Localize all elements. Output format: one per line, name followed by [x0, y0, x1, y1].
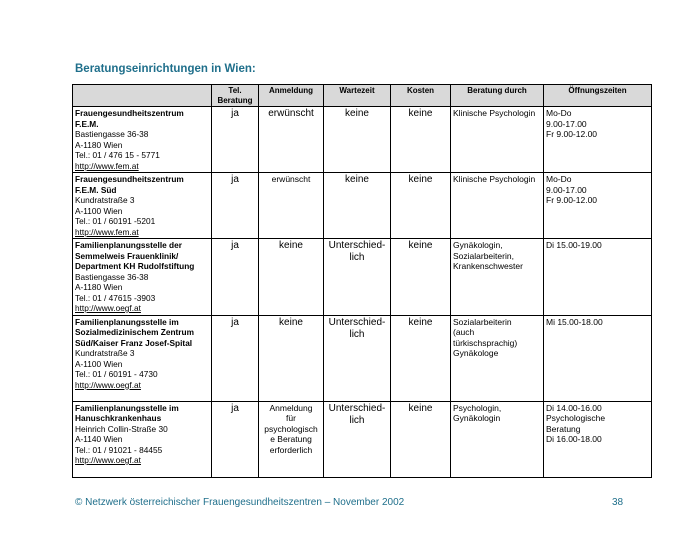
address-line: Bastiengasse 36-38 — [75, 271, 149, 282]
oeffnung-cell: Mo-Do 9.00-17.00 Fr 9.00-12.00 — [544, 107, 652, 173]
institution-name-line: F.E.M. — [75, 118, 99, 129]
beratung-cell: Gynäkologin, Sozialarbeiterin, Krankenschwester — [451, 239, 544, 316]
address-line: A-1180 Wien — [75, 139, 123, 150]
institution-name-line: Frauengesundheitszentrum — [75, 108, 184, 118]
address-line: A-1140 Wien — [75, 434, 123, 444]
header-cell-wartezeit: Wartezeit — [324, 85, 391, 107]
kosten-cell: keine — [391, 401, 451, 477]
institution-cell — [73, 107, 212, 173]
address-line: Heinrich Collin-Straße 30 — [75, 423, 168, 434]
wartezeit-cell: keine — [324, 173, 391, 239]
tel-cell: ja — [212, 401, 259, 477]
tel-cell: ja — [212, 173, 259, 239]
anmeldung-cell: Anmeldung für psychologisch e Beratung erforderlich — [259, 401, 324, 477]
kosten-cell: keine — [391, 315, 451, 401]
address-line: Kundratstraße 3 — [75, 195, 135, 205]
beratung-cell: Klinische Psychologin — [451, 173, 544, 239]
address-line: Kundratstraße 3 — [75, 348, 135, 358]
header-cell-kosten: Kosten — [391, 85, 451, 107]
table-row — [73, 401, 652, 477]
website-link[interactable]: http://www.fem.at — [75, 226, 139, 237]
institution-name-line: Hanuschkrankenhaus — [75, 413, 162, 423]
institution-name-line: Department KH Rudolfstiftung — [75, 261, 195, 271]
oeffnung-cell: Mi 15.00-18.00 — [544, 315, 652, 401]
institution-name-line: Frauengesundheitszentrum — [75, 174, 184, 184]
oeffnung-cell: Mo-Do 9.00-17.00 Fr 9.00-12.00 — [544, 173, 652, 239]
website-link[interactable]: http://www.oegf.at — [75, 379, 141, 390]
header-cell-beratung: Beratung durch — [451, 85, 544, 107]
institution-name-line: Semmelweis Frauenklinik/ — [75, 250, 179, 261]
anmeldung-cell: keine — [259, 315, 324, 401]
institution-cell — [73, 239, 212, 316]
website-link[interactable]: http://www.oegf.at — [75, 455, 141, 465]
tel-cell: ja — [212, 107, 259, 173]
institution-name-line: Familienplanungsstelle im — [75, 316, 179, 327]
institution-cell — [73, 173, 212, 239]
beratung-cell: Sozialarbeiterin (auch türkischsprachig) Gynäkologe — [451, 315, 544, 401]
header-cell-tel: Tel. Beratung — [212, 85, 259, 107]
website-link[interactable]: http://www.fem.at — [75, 160, 139, 171]
oeffnung-cell: Di 14.00-16.00 Psychologische Beratung Di 16.00-18.00 — [544, 401, 652, 477]
address-line: Tel.: 01 / 476 15 - 5771 — [75, 150, 160, 160]
address-line: A-1100 Wien — [75, 358, 123, 369]
beratung-cell: Psychologin, Gynäkologin — [451, 401, 544, 477]
anmeldung-cell: erwünscht — [259, 173, 324, 239]
address-line: A-1180 Wien — [75, 282, 123, 292]
anmeldung-cell: keine — [259, 239, 324, 316]
counseling-table — [72, 84, 652, 478]
kosten-cell: keine — [391, 239, 451, 316]
tel-cell: ja — [212, 239, 259, 316]
oeffnung-cell: Di 15.00-19.00 — [544, 239, 652, 316]
institution-cell — [73, 315, 212, 401]
table-row — [73, 315, 652, 401]
tel-cell: ja — [212, 315, 259, 401]
anmeldung-cell: erwünscht — [259, 107, 324, 173]
address-line: Tel.: 01 / 47615 -3903 — [75, 292, 156, 303]
wartezeit-cell: keine — [324, 107, 391, 173]
website-link[interactable]: http://www.oegf.at — [75, 303, 141, 313]
kosten-cell: keine — [391, 107, 451, 173]
header-cell-anmeldung: Anmeldung — [259, 85, 324, 107]
institution-name-line: Sozialmedizinischem Zentrum — [75, 327, 194, 337]
institution-name-line: Familienplanungsstelle der — [75, 240, 182, 250]
institution-cell — [73, 401, 212, 477]
address-line: Tel.: 01 / 60191 -5201 — [75, 216, 156, 226]
table-header-row — [73, 85, 652, 107]
section-heading: Beratungseinrichtungen in Wien: — [75, 63, 256, 75]
footer-copyright: © Netzwerk österreichischer Frauengesundheitszentren – November 2002 — [75, 497, 405, 508]
wartezeit-cell: Unterschied- lich — [324, 239, 391, 316]
table-row — [73, 107, 652, 173]
institution-name-line: Süd/Kaiser Franz Josef-Spital — [75, 337, 193, 348]
header-cell-institution — [73, 85, 212, 107]
page-number: 38 — [612, 497, 624, 508]
wartezeit-cell: Unterschied- lich — [324, 401, 391, 477]
table-row — [73, 173, 652, 239]
address-line: Bastiengasse 36-38 — [75, 129, 149, 139]
header-cell-oeffnung: Öffnungszeiten — [544, 85, 652, 107]
address-line: Tel.: 01 / 91021 - 84455 — [75, 444, 163, 455]
address-line: Tel.: 01 / 60191 - 4730 — [75, 369, 158, 379]
institution-name-line: F.E.M. Süd — [75, 184, 117, 195]
kosten-cell: keine — [391, 173, 451, 239]
address-line: A-1100 Wien — [75, 205, 123, 216]
table-row — [73, 239, 652, 316]
institution-name-line: Familienplanungsstelle im — [75, 402, 179, 413]
wartezeit-cell: Unterschied- lich — [324, 315, 391, 401]
beratung-cell: Klinische Psychologin — [451, 107, 544, 173]
